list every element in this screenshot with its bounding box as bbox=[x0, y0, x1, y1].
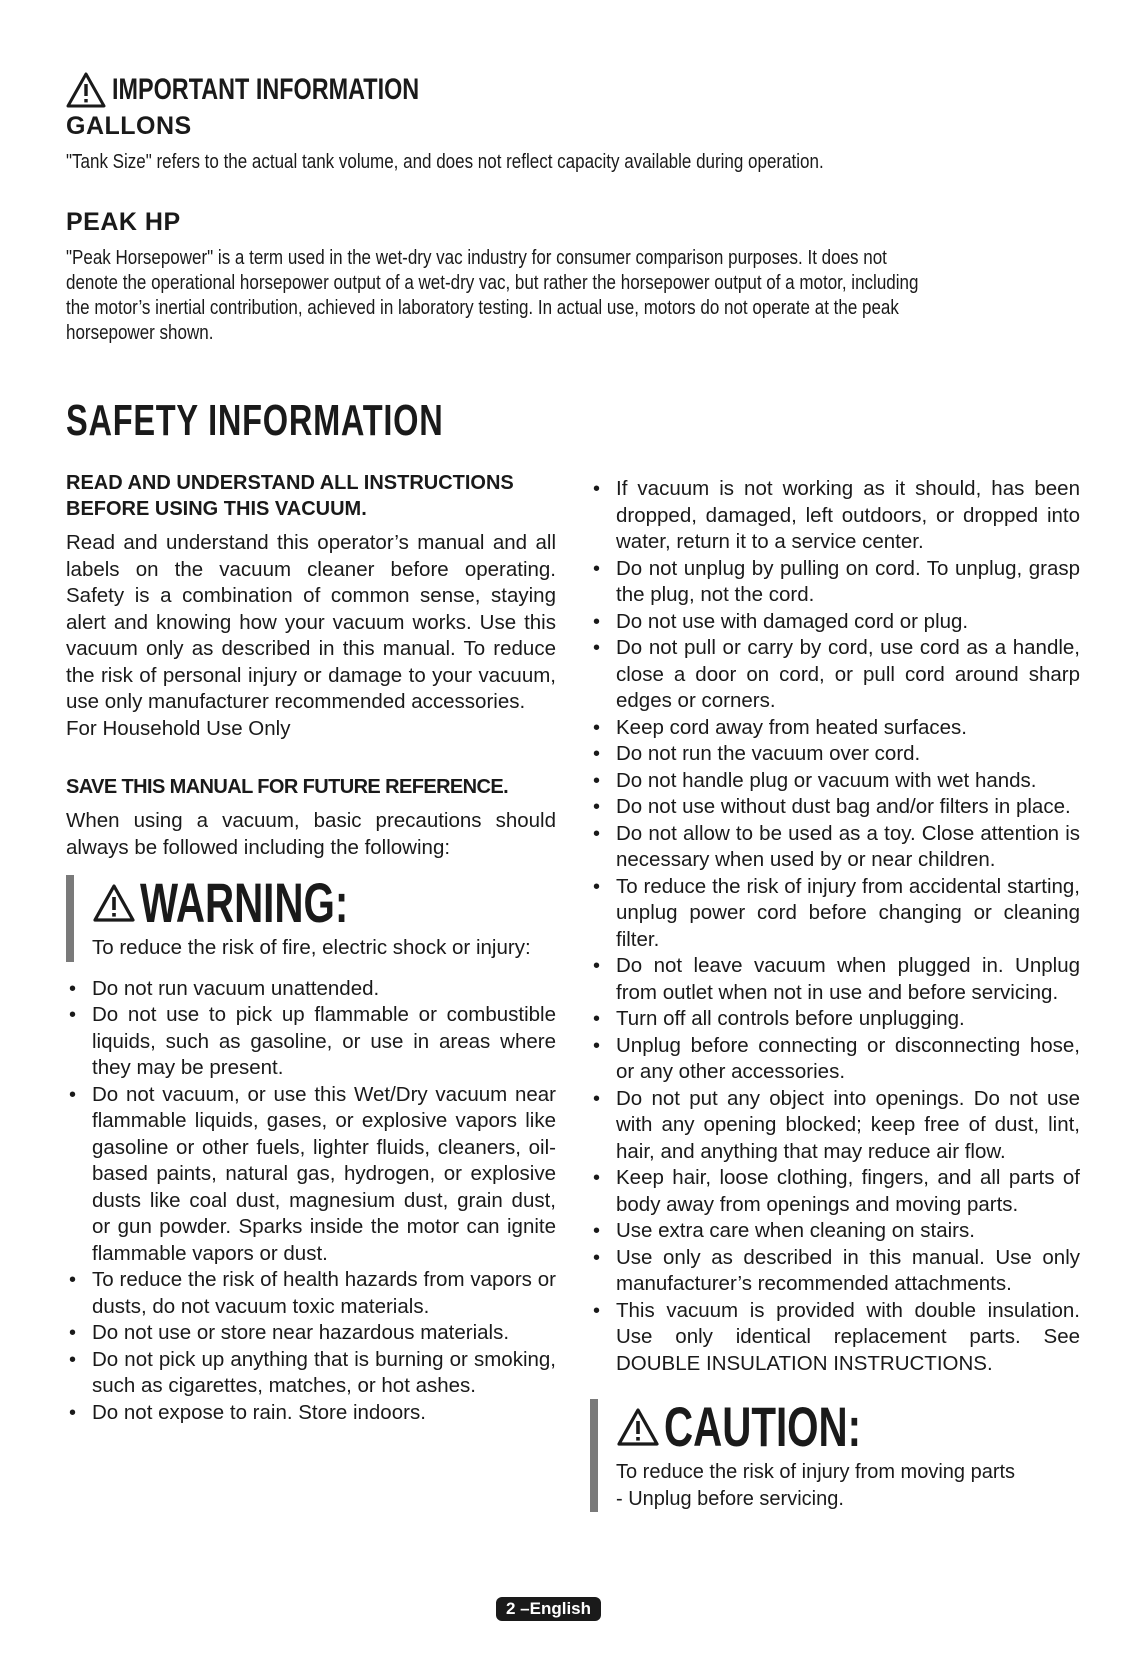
safety-title: SAFETY INFORMATION bbox=[66, 396, 444, 445]
list-item: • Use only as described in this manual. Use only manufacturer’s recommended attachments. bbox=[590, 1245, 1080, 1298]
caution-text-line-1: To reduce the risk of injury from moving parts bbox=[616, 1461, 1016, 1483]
save-paragraph: When using a vacuum, basic precautions should always be followed including the following: bbox=[66, 809, 556, 859]
gallons-heading: GALLONS bbox=[66, 112, 192, 140]
list-item: • Do not use or store near hazardous materials. bbox=[66, 1320, 556, 1347]
peak-hp-text: "Peak Horsepower" is a term used in the wet-dry vac industry for consumer comparison purposes. It does not denote the operational horsepower output of a wet-dry vac, but rather the horsepower output of a motor, including the motor’s inertial contribution, achieved in laboratory testing. In actual use, motors do not operate at the peak horsepower shown. bbox=[66, 247, 919, 344]
caution-label: CAUTION: bbox=[664, 1395, 862, 1458]
warning-triangle-icon bbox=[616, 1407, 660, 1447]
list-item: • Do not use to pick up flammable or combustible liquids, such as gasoline, or use in areas where they may be present. bbox=[66, 1002, 556, 1082]
warning-text: To reduce the risk of fire, electric shock or injury: bbox=[92, 936, 531, 959]
household-note: For Household Use Only bbox=[66, 716, 291, 740]
list-item: • If vacuum is not working as it should, has been dropped, damaged, left outdoors, or dropped into water, return it to a service center. bbox=[590, 476, 1080, 556]
list-item: • Unplug before connecting or disconnecting hose, or any other accessories. bbox=[590, 1033, 1080, 1086]
list-item: • Do not pull or carry by cord, use cord as a handle, close a door on cord, or pull cord around sharp edges or corners. bbox=[590, 635, 1080, 715]
list-item: • Do not vacuum, or use this Wet/Dry vacuum near flammable liquids, gases, or explosive vapors like gasoline or other fuels, lighter fluids, cleaners, oil-based paints, natural gas, hydrogen, or explosive dusts like coal dust, magnesium dust, grain dust, or gun powder. Sparks inside the motor can ignite flammable vapors or dust. bbox=[66, 1082, 556, 1268]
warning-triangle-icon bbox=[92, 883, 136, 923]
read-heading: READ AND UNDERSTAND ALL INSTRUCTIONS BEFORE USING THIS VACUUM. bbox=[66, 472, 514, 520]
peak-hp-heading: PEAK HP bbox=[66, 208, 181, 236]
list-item: • Turn off all controls before unplugging. bbox=[590, 1006, 1080, 1033]
caution-callout bbox=[590, 1395, 1080, 1512]
save-heading: SAVE THIS MANUAL FOR FUTURE REFERENCE. bbox=[66, 776, 509, 798]
page-number-badge: 2 –English bbox=[496, 1597, 601, 1621]
list-item: • Do not allow to be used as a toy. Close attention is necessary when used by or near children. bbox=[590, 821, 1080, 874]
left-bullet-list bbox=[66, 976, 556, 1427]
caution-header bbox=[616, 1395, 1080, 1458]
right-column bbox=[590, 476, 1080, 1512]
list-item: • Keep cord away from heated surfaces. bbox=[590, 715, 1080, 742]
list-item: • Do not put any object into openings. Do not use with any opening blocked; keep free of dust, lint, hair, and anything that may reduce air flow. bbox=[590, 1086, 1080, 1166]
list-item: • Do not run the vacuum over cord. bbox=[590, 741, 1080, 768]
list-item: • Do not unplug by pulling on cord. To unplug, grasp the plug, not the cord. bbox=[590, 556, 1080, 609]
warning-triangle-icon bbox=[66, 72, 106, 108]
right-bullet-list bbox=[590, 476, 1080, 1377]
list-item: • Keep hair, loose clothing, fingers, and all parts of body away from openings and moving parts. bbox=[590, 1165, 1080, 1218]
list-item: • To reduce the risk of injury from accidental starting, unplug power cord before changing or cleaning filter. bbox=[590, 874, 1080, 954]
list-item: • Do not handle plug or vacuum with wet hands. bbox=[590, 768, 1080, 795]
list-item: • Use extra care when cleaning on stairs. bbox=[590, 1218, 1080, 1245]
read-paragraph: Read and understand this operator’s manual and all labels on the vacuum cleaner before operating. Safety is a combination of common sense, staying alert and knowing how your vacuum works. Use this vacuum only as described in this manual. To reduce the risk of personal injury or damage to your vacuum, use only manufacturer recommended accessories. bbox=[66, 531, 556, 713]
important-heading bbox=[66, 70, 506, 110]
list-item: • Do not pick up anything that is burning or smoking, such as cigarettes, matches, or hot ashes. bbox=[66, 1347, 556, 1400]
list-item: • Do not expose to rain. Store indoors. bbox=[66, 1400, 556, 1427]
list-item: • Do not use with damaged cord or plug. bbox=[590, 609, 1080, 636]
warning-label: WARNING: bbox=[140, 871, 349, 934]
warning-callout bbox=[66, 871, 556, 962]
list-item: • Do not use without dust bag and/or filters in place. bbox=[590, 794, 1080, 821]
list-item: • To reduce the risk of health hazards from vapors or dusts, do not vacuum toxic materials. bbox=[66, 1267, 556, 1320]
list-item: • This vacuum is provided with double insulation. Use only identical replacement parts. See DOUBLE INSULATION INSTRUCTIONS. bbox=[590, 1298, 1080, 1378]
gallons-text: "Tank Size" refers to the actual tank volume, and does not reflect capacity available during operation. bbox=[66, 151, 824, 173]
important-title: IMPORTANT INFORMATION bbox=[112, 73, 420, 106]
list-item: • Do not run vacuum unattended. bbox=[66, 976, 556, 1003]
list-item: • Do not leave vacuum when plugged in. Unplug from outlet when not in use and before servicing. bbox=[590, 953, 1080, 1006]
caution-text-line-2: - Unplug before servicing. bbox=[616, 1487, 844, 1510]
left-column bbox=[66, 470, 556, 1426]
warning-header bbox=[92, 871, 556, 934]
